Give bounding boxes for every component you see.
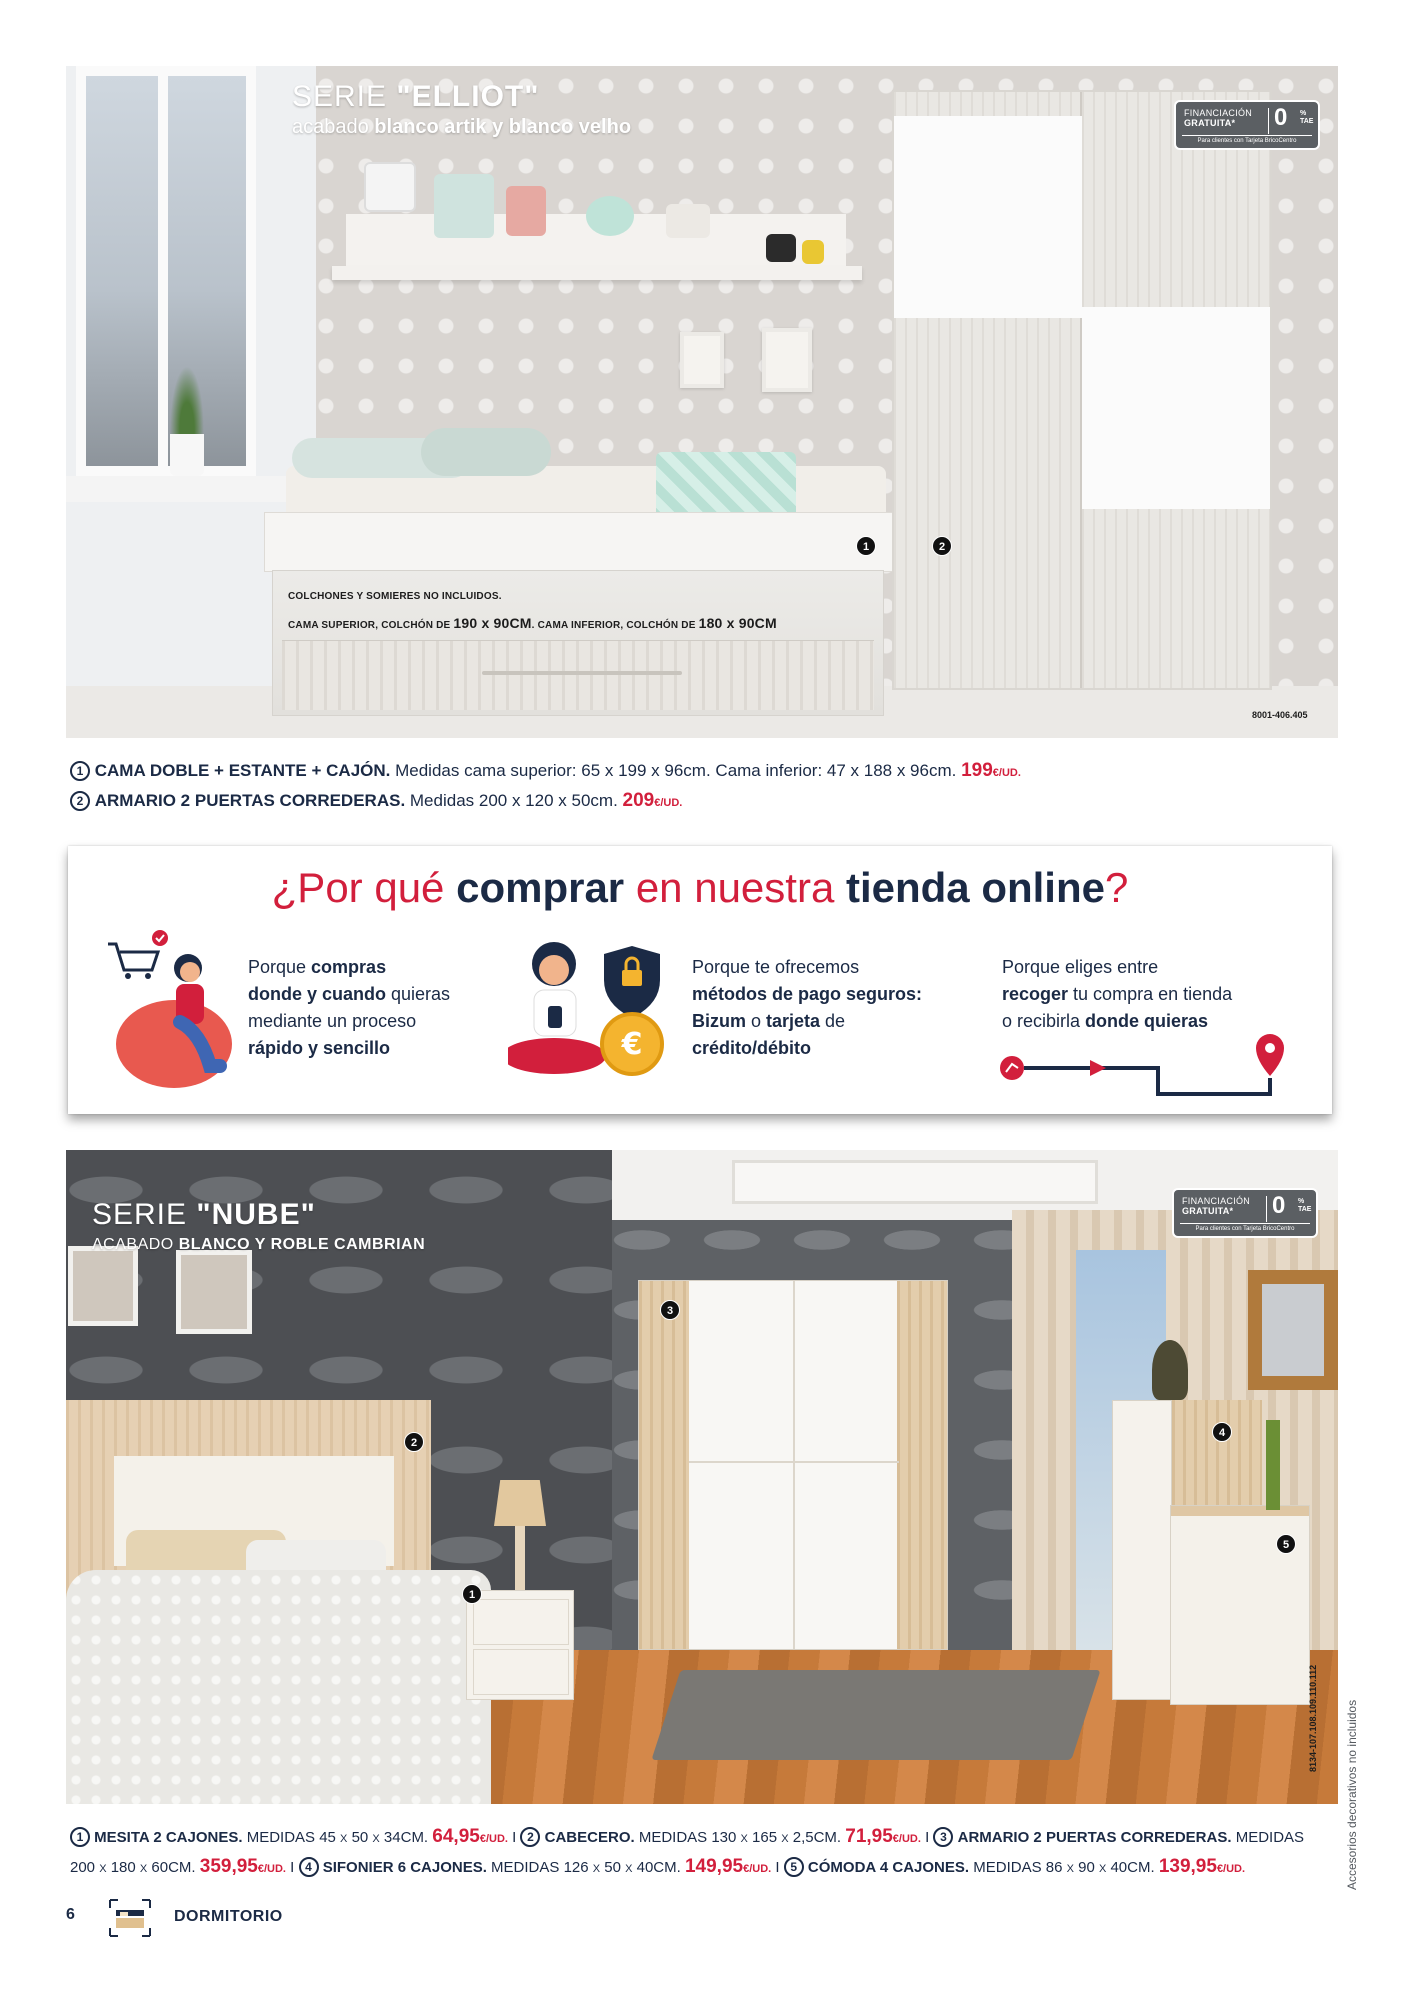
product-marker-2: 2 xyxy=(404,1432,424,1452)
book-deco xyxy=(434,174,494,238)
wall-picture xyxy=(68,1246,138,1326)
euro-coin-icon xyxy=(602,1014,662,1074)
photo-reference-code: 8134-107.108.109.110.112 xyxy=(1308,1664,1318,1772)
product-marker-4: 4 xyxy=(1212,1422,1232,1442)
nube-products-line-2: 200 x 180 x 60CM. 359,95€/UD. I 4 SIFONIER 6 CAJONES. MEDIDAS 126 x 50 x 40CM. 149,95€/UD. I 5 CÓMODA 4 CAJONES. MEDIDAS 86 x 90 x 40CM. 139,95€/UD. xyxy=(70,1856,1246,1877)
wall-shelf xyxy=(332,266,862,280)
rug xyxy=(651,1670,1100,1760)
financing-badge: FINANCIACIÓN GRATUITA* 0 % TAE Para clientes con Tarjeta BricoCentro xyxy=(1174,100,1320,150)
delivery-route-illustration xyxy=(998,1028,1298,1108)
bed xyxy=(66,1570,491,1804)
mattress-note: COLCHONES Y SOMIERES NO INCLUIDOS. CAMA SUPERIOR, COLCHÓN DE 190 x 90CM. CAMA INFERIOR, COLCHÓN DE 180 x 90CM xyxy=(288,591,777,631)
product-marker-2: 2 xyxy=(932,536,952,556)
ball-deco xyxy=(586,196,634,236)
camera-deco xyxy=(802,240,824,264)
elliot-product-photo xyxy=(66,66,1338,738)
reason-1-text: Porque compras donde y cuando quieras mediante un proceso rápido y sencillo xyxy=(248,957,451,1058)
reason-2-text: Porque te ofrecemos métodos de pago seguros: Bizum o tarjeta de crédito/débito xyxy=(692,957,923,1058)
shopping-woman-illustration xyxy=(104,926,254,1096)
elliot-finish: acabado blanco artik y blanco velho xyxy=(292,116,632,138)
arrow-icon xyxy=(1090,1060,1106,1076)
pillow xyxy=(421,428,551,476)
sliding-wardrobe xyxy=(892,90,1272,690)
nube-products-line-1: 1 MESITA 2 CAJONES. MEDIDAS 45 x 50 x 34CM. 64,95€/UD. I 2 CABECERO. MEDIDAS 130 x 165 x 2,5CM. 71,95€/UD. I 3 ARMARIO 2 PUERTAS CORREDERAS. MEDIDAS xyxy=(70,1826,1304,1848)
section-label: DORMITORIO xyxy=(174,1908,283,1925)
wall-picture xyxy=(680,332,724,388)
product-marker-1: 1 xyxy=(462,1584,482,1604)
chiffonier xyxy=(1112,1400,1172,1700)
product-marker-3: 3 xyxy=(660,1300,680,1320)
bed-drawer xyxy=(282,640,874,710)
nube-series-title: SERIE "NUBE" xyxy=(92,1198,316,1231)
flower-icon xyxy=(1266,1420,1280,1510)
plant-pot xyxy=(170,434,204,476)
shield-icon xyxy=(604,946,660,1018)
photo-reference-code: 8001-406.405 xyxy=(1252,710,1308,720)
nightstand xyxy=(466,1590,574,1700)
cart-icon xyxy=(108,930,168,979)
abc-block-deco xyxy=(364,162,416,212)
mirror xyxy=(1248,1270,1338,1390)
nube-product-photo xyxy=(66,1150,1338,1804)
page-number: 6 xyxy=(66,1906,75,1923)
nube-finish: ACABADO BLANCO Y ROBLE CAMBRIAN xyxy=(92,1236,426,1253)
elliot-product-1: 1 CAMA DOBLE + ESTANTE + CAJÓN. Medidas cama superior: 65 x 199 x 96cm. Cama inferior: 47 x 188 x 96cm. 199€/UD. xyxy=(70,760,1021,782)
financing-badge: FINANCIACIÓN GRATUITA* 0 % TAE Para clientes con Tarjeta BricoCentro xyxy=(1172,1188,1318,1238)
ampersand-deco xyxy=(666,204,710,238)
price: 359,95€/UD. xyxy=(199,1856,286,1877)
product-marker-1: 1 xyxy=(856,536,876,556)
price: 71,95€/UD. xyxy=(845,1826,921,1847)
wall-picture xyxy=(762,328,812,392)
toy-deco xyxy=(506,186,546,236)
price: 64,95€/UD. xyxy=(432,1826,508,1847)
secure-payment-illustration xyxy=(508,934,678,1094)
banner-title: ¿Por qué comprar en nuestra tienda online? xyxy=(271,864,1129,911)
decorative-accessories-note: Accesorios decorativos no incluidos xyxy=(1345,1699,1359,1890)
wall-picture xyxy=(176,1250,252,1334)
price: 149,95€/UD. xyxy=(684,1856,772,1877)
bed-frame xyxy=(264,512,894,572)
location-pin-icon xyxy=(1256,1034,1284,1076)
svg-text:€: € xyxy=(621,1027,643,1062)
price: 209€/UD. xyxy=(622,790,683,811)
lamp-icon xyxy=(494,1480,546,1526)
radio-deco xyxy=(766,234,796,262)
runner-icon xyxy=(1000,1056,1024,1080)
vase-icon xyxy=(1152,1340,1188,1400)
reason-3-text: Porque eliges entre recoger tu compra en tienda o recibirla donde quieras xyxy=(1002,957,1233,1031)
online-store-banner xyxy=(68,846,1332,1114)
product-marker-5: 5 xyxy=(1276,1534,1296,1554)
price: 139,95€/UD. xyxy=(1158,1856,1246,1877)
price: 199€/UD. xyxy=(961,760,1021,781)
wardrobe xyxy=(638,1280,948,1650)
plant-icon xyxy=(170,366,204,436)
elliot-series-title: SERIE "ELLIOT" xyxy=(292,80,540,113)
bed-icon xyxy=(106,1896,154,1940)
elliot-product-2: 2 ARMARIO 2 PUERTAS CORREDERAS. Medidas 200 x 120 x 50cm. 209€/UD. xyxy=(70,790,682,812)
